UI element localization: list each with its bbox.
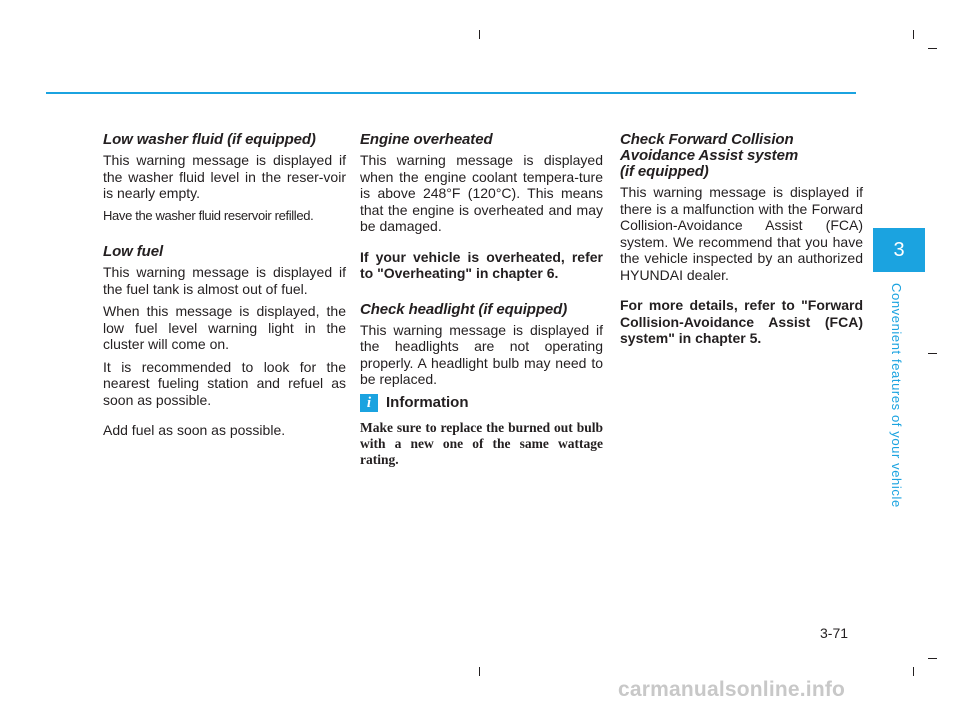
- header-rule: [46, 92, 856, 94]
- information-box-header: [360, 394, 603, 412]
- title-line: Check Forward Collision: [620, 131, 794, 148]
- column-middle: [360, 132, 603, 468]
- column-right: [620, 132, 863, 353]
- section-title-check-headlight: Check headlight (if equipped): [360, 300, 568, 318]
- paragraph: This warning message is displayed if the washer fluid level in the reser-voir is nearly empty.: [103, 152, 346, 201]
- paragraph: This warning message is displayed when the engine coolant tempera-ture is above 248°F (120°C). This means that the engine is overheated and may be damaged.: [360, 152, 603, 234]
- chapter-tab: 3: [873, 228, 925, 272]
- paragraph-bold: If your vehicle is overheated, refer to "Overheating" in chapter 6.: [360, 248, 603, 281]
- paragraph: Add fuel as soon as possible.: [103, 422, 286, 438]
- column-left: [103, 132, 346, 445]
- paragraph-bold: For more details, refer to "Forward Collision-Avoidance Assist (FCA) system" in chapter 5.: [620, 297, 863, 346]
- information-title: Information: [386, 394, 469, 411]
- paragraph: This warning message is displayed if there is a malfunction with the Forward Collision-Avoidance Assist (FCA) system. We recommend that you have the vehicle inspected by an authorized HYUNDAI dealer.: [620, 184, 863, 283]
- info-icon: i: [360, 394, 378, 412]
- crop-mark-right-upper: [928, 48, 937, 49]
- page-number: 3-71: [820, 625, 849, 641]
- section-title-low-washer-fluid: Low washer fluid (if equipped): [103, 131, 316, 148]
- crop-mark-top-right: [913, 30, 914, 39]
- crop-mark-right-middle: [928, 353, 937, 354]
- paragraph: It is recommended to look for the nearest fueling station and refuel as soon as possible.: [103, 358, 346, 408]
- section-title-engine-overheated: Engine overheated: [360, 131, 493, 148]
- section-title-check-fca: [620, 132, 863, 180]
- title-line: Avoidance Assist system: [620, 147, 799, 164]
- information-text: Make sure to replace the burned out bulb with a new one of the same wattage rating.: [360, 419, 603, 467]
- crop-mark-bottom-right: [913, 667, 914, 676]
- crop-mark-top-center: [479, 30, 480, 39]
- paragraph: This warning message is displayed if the headlights are not operating properly. A headlight bulb may need to be replaced.: [360, 321, 603, 387]
- paragraph: When this message is displayed, the low fuel level warning light in the cluster will come on.: [103, 303, 346, 352]
- crop-mark-bottom-center: [479, 667, 480, 676]
- paragraph: This warning message is displayed if the fuel tank is almost out of fuel.: [103, 264, 346, 297]
- watermark: carmanualsonline.info: [618, 678, 846, 701]
- title-line: (if equipped): [620, 163, 709, 180]
- section-title-low-fuel: Low fuel: [103, 243, 164, 260]
- crop-mark-right-lower: [928, 658, 937, 659]
- paragraph: Have the washer fluid reservoir refilled.: [103, 207, 314, 223]
- chapter-title-vertical: Convenient features of your vehicle: [889, 283, 904, 508]
